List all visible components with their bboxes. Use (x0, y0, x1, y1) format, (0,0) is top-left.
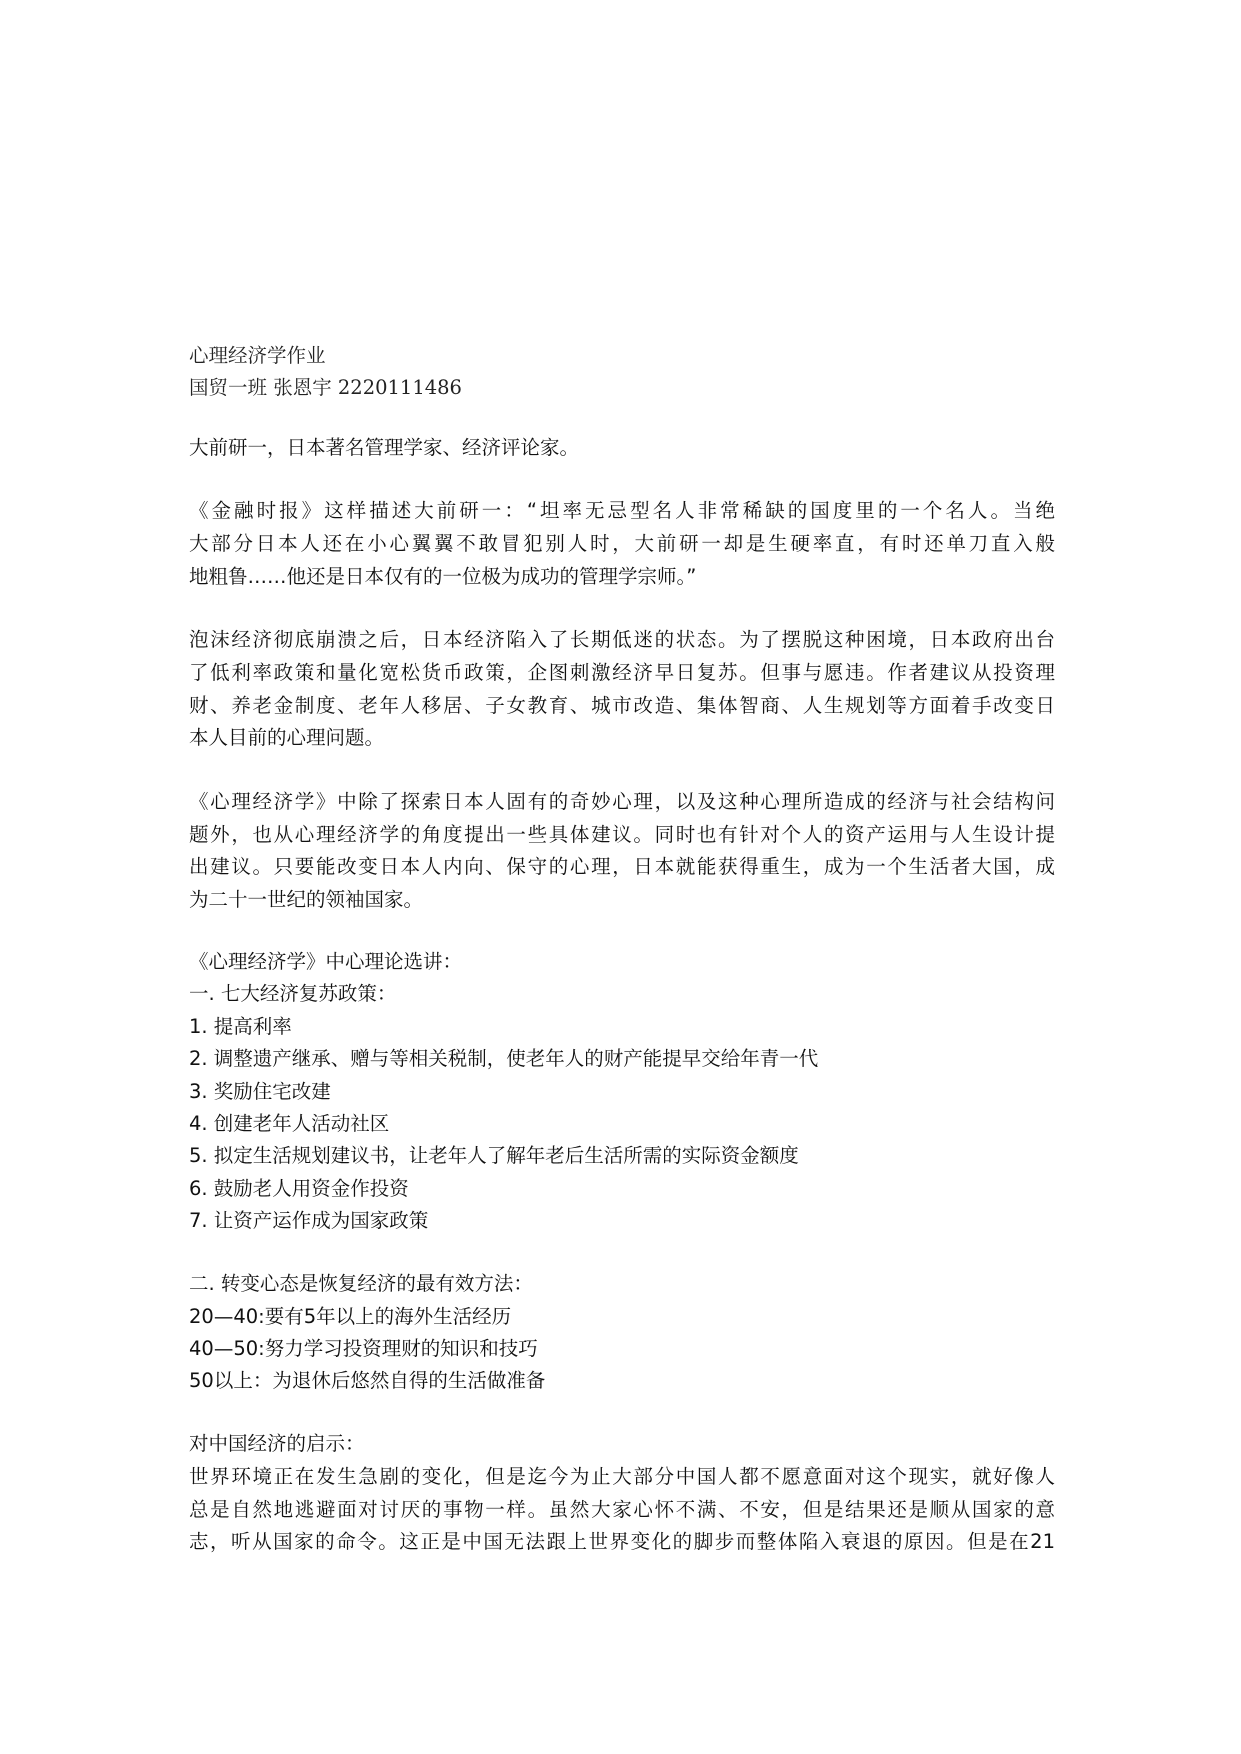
paragraph-line: 地粗鲁……他还是日本仅有的一位极为成功的管理学宗师。” (189, 565, 697, 588)
china-heading: 对中国经济的启示： (189, 1432, 365, 1455)
paragraph-line: 本人目前的心理问题。 (189, 726, 385, 749)
theory-heading: 《心理经济学》中心理论选讲： (189, 950, 463, 973)
section-one-title: 一. 七大经济复苏政策： (189, 982, 397, 1005)
paragraph-line: 志，听从国家的命令。这正是中国无法跟上世界变化的脚步而整体陷入衰退的原因。但是在21 (189, 1530, 1055, 1553)
list-item: 40—50:努力学习投资理财的知识和技巧 (189, 1337, 538, 1360)
paragraph-line: 题外，也从心理经济学的角度提出一些具体建议。同时也有针对个人的资产运用与人生设计提 (189, 823, 1055, 846)
section-two-title: 二. 转变心态是恢复经济的最有效方法： (189, 1272, 533, 1295)
paragraph-line: 《心理经济学》中除了探索日本人固有的奇妙心理，以及这种心理所造成的经济与社会结构问 (189, 790, 1055, 813)
paragraph-line: 出建议。只要能改变日本人内向、保守的心理，日本就能获得重生，成为一个生活者大国，成 (189, 855, 1055, 878)
paragraph-line: 大部分日本人还在小心翼翼不敢冒犯别人时，大前研一却是生硬率直，有时还单刀直入般 (189, 532, 1055, 555)
list-item: 3. 奖励住宅改建 (189, 1080, 331, 1103)
paragraph-line: 泡沫经济彻底崩溃之后，日本经济陷入了长期低迷的状态。为了摆脱这种困境，日本政府出台 (189, 628, 1055, 651)
paragraph-line: 了低利率政策和量化宽松货币政策，企图刺激经济早日复苏。但事与愿违。作者建议从投资理 (189, 661, 1055, 684)
list-item: 4. 创建老年人活动社区 (189, 1112, 390, 1135)
list-item: 7. 让资产运作成为国家政策 (189, 1209, 429, 1232)
list-item: 1. 提高利率 (189, 1015, 292, 1038)
paragraph-line: 财、养老金制度、老年人移居、子女教育、城市改造、集体智商、人生规划等方面着手改变日 (189, 694, 1055, 717)
list-item: 5. 拟定生活规划建议书，让老年人了解年老后生活所需的实际资金额度 (189, 1144, 799, 1167)
list-item: 50以上：为退休后悠然自得的生活做准备 (189, 1369, 546, 1392)
paragraph-line: 为二十一世纪的领袖国家。 (189, 888, 424, 911)
paragraph-line: 总是自然地逃避面对讨厌的事物一样。虽然大家心怀不满、不安，但是结果还是顺从国家的意 (189, 1498, 1055, 1521)
paragraph-line: 《金融时报》这样描述大前研一：“坦率无忌型名人非常稀缺的国度里的一个名人。当绝 (189, 499, 1055, 522)
list-item: 20—40:要有5年以上的海外生活经历 (189, 1305, 512, 1328)
author-line: 国贸一班 张恩宇 2220111486 (189, 376, 462, 399)
list-item: 6. 鼓励老人用资金作投资 (189, 1177, 409, 1200)
intro-paragraph: 大前研一，日本著名管理学家、经济评论家。 (189, 436, 580, 459)
paragraph-line: 世界环境正在发生急剧的变化，但是迄今为止大部分中国人都不愿意面对这个现实，就好像人 (189, 1465, 1055, 1488)
list-item: 2. 调整遗产继承、赠与等相关税制，使老年人的财产能提早交给年青一代 (189, 1047, 819, 1070)
document-title: 心理经济学作业 (189, 344, 326, 367)
